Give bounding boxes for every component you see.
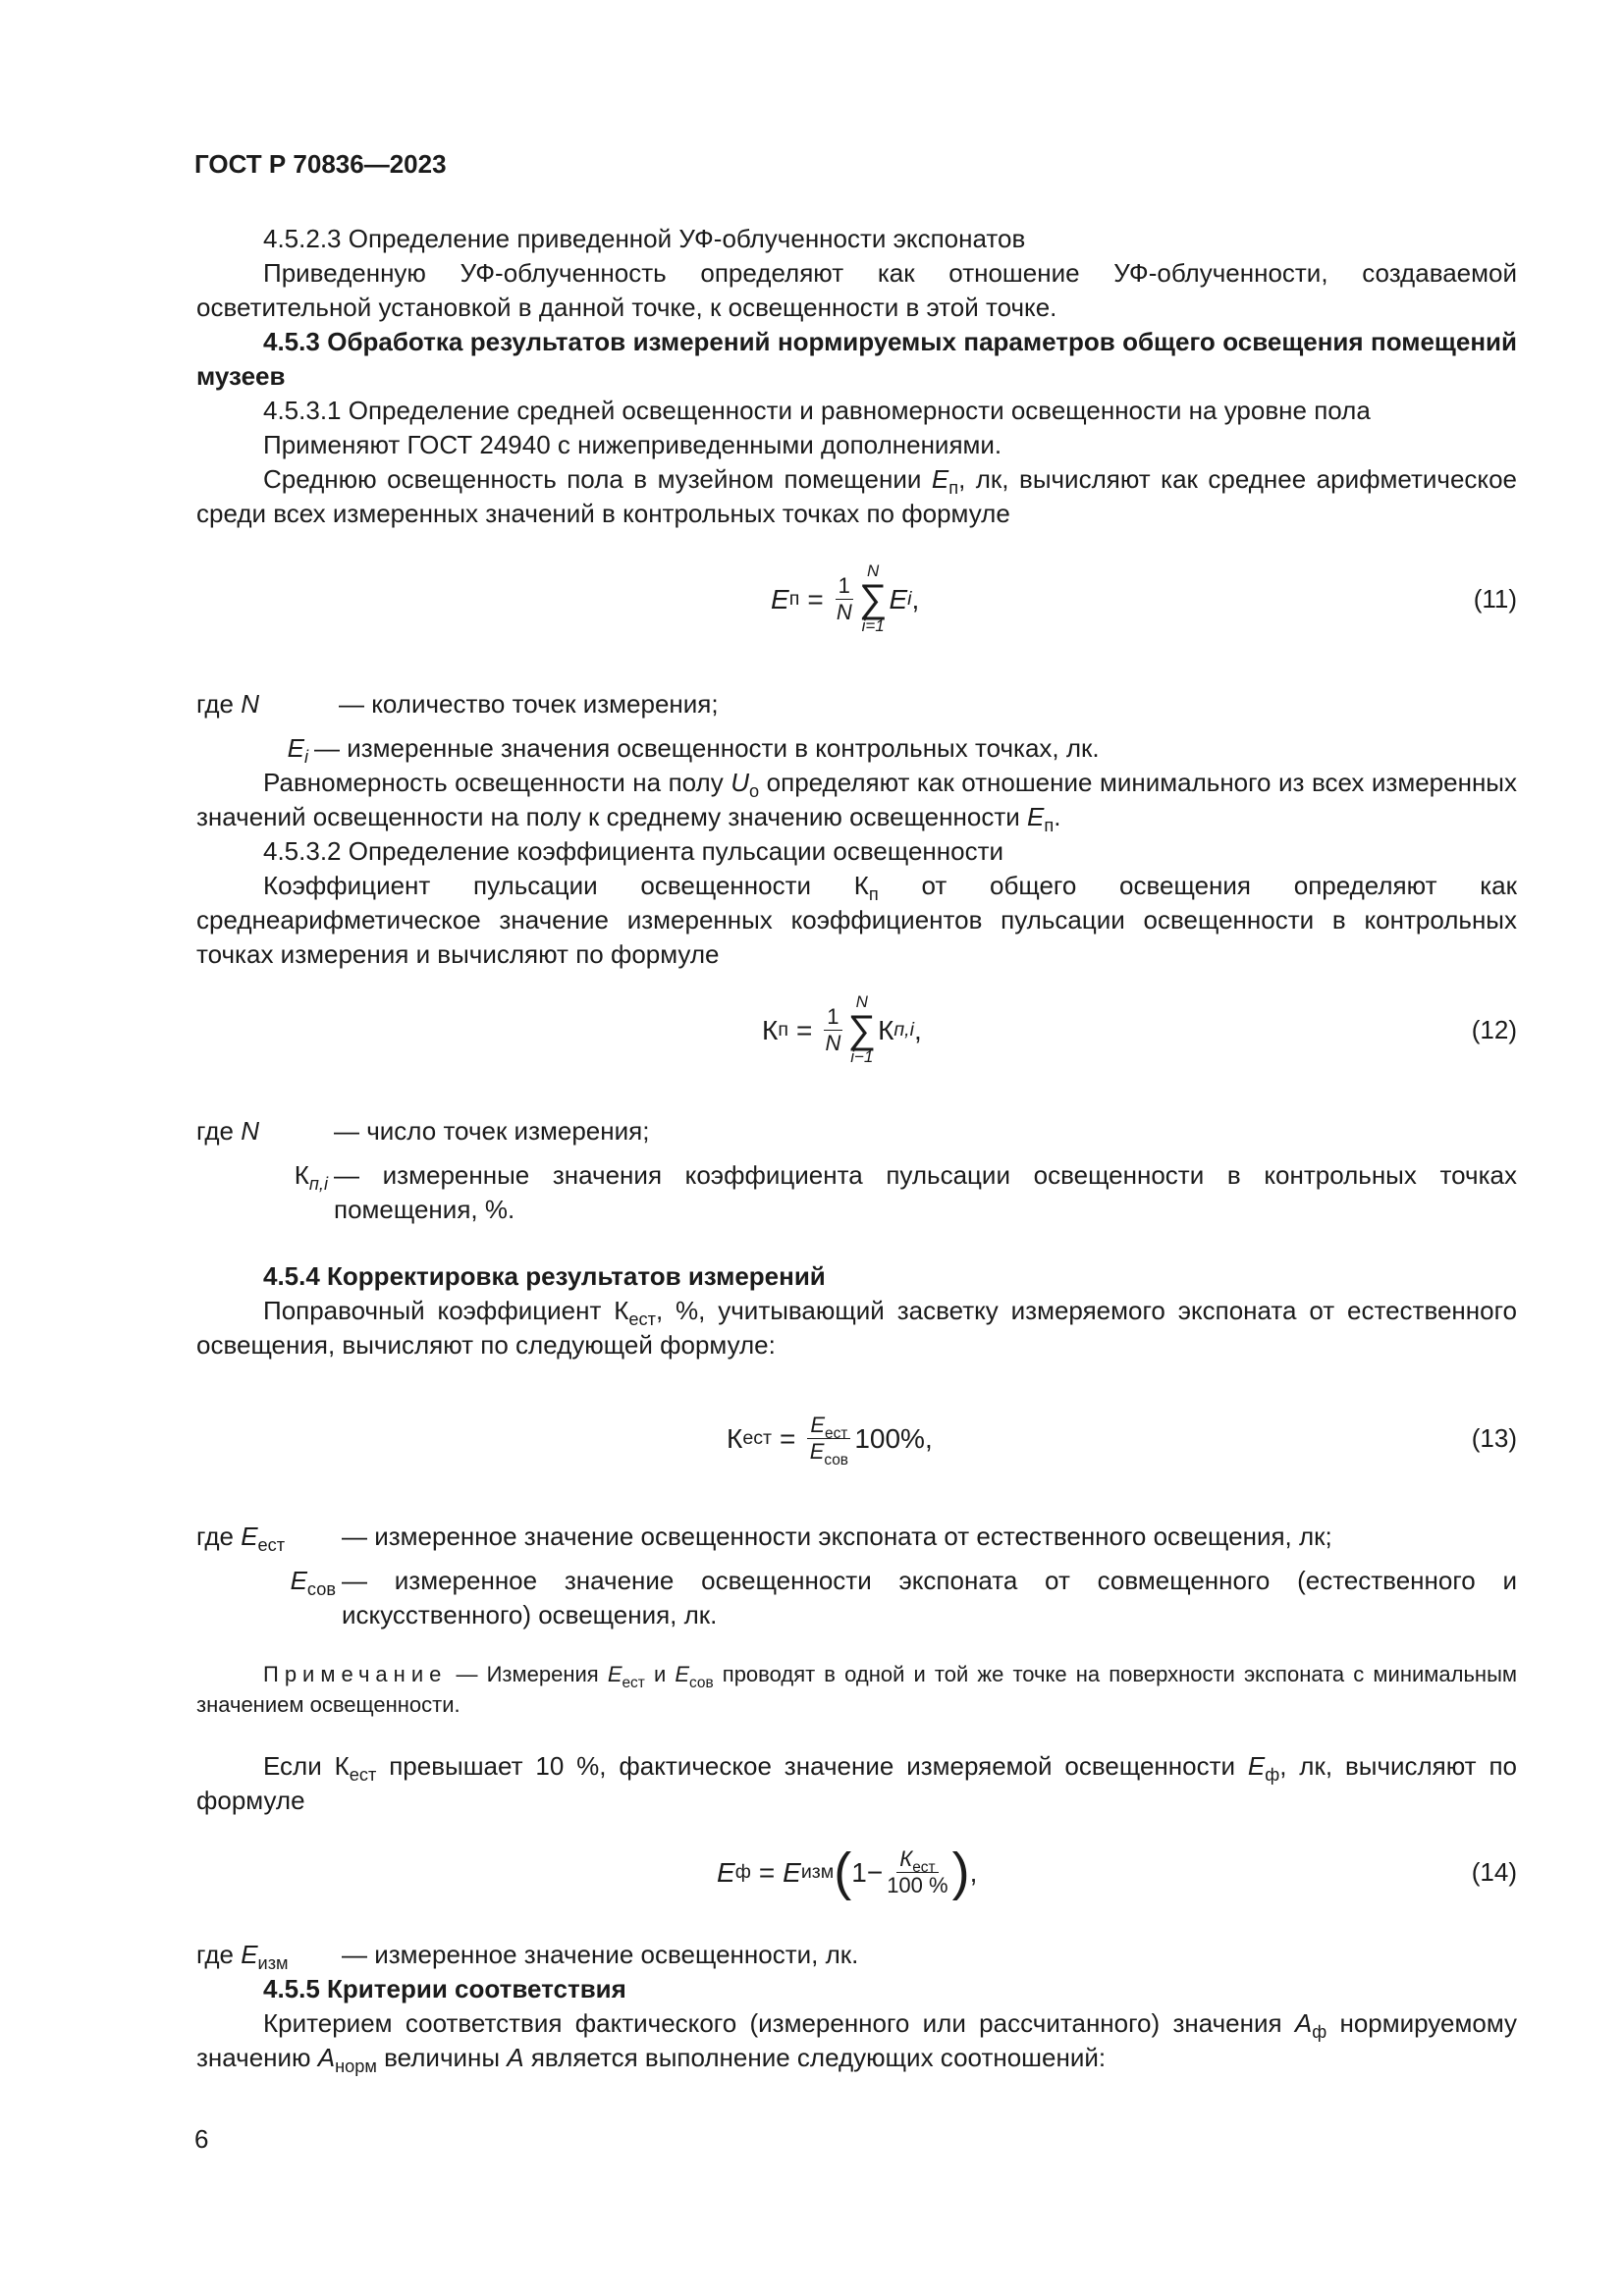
formula-11 bbox=[196, 545, 1517, 653]
where-12 bbox=[196, 1114, 1517, 1227]
formula-12-number: (12) bbox=[1471, 1014, 1517, 1044]
formula-14-number: (14) bbox=[1471, 1856, 1517, 1887]
formula-13 bbox=[196, 1384, 1517, 1492]
formula-13-body: К ест = $\frac{E_{ест}}{E_{сов}}$ 100% , bbox=[727, 1412, 933, 1468]
where-13 bbox=[196, 1520, 1517, 1632]
note-paragraph: Примечание — Измерения $E_{ест}$ и $E_{сов}$ проводят в одной и той же точке на поверхности экспоната с минимальным значением освещенности. bbox=[196, 1662, 1518, 1717]
uniformity-paragraph: Равномерность освещенности на полу $U_о$ определяют как отношение минимального из всех измеренных значений освещенности на полу к среднему значению освещенности $E_п$. bbox=[196, 768, 1517, 835]
fraction-kest-over-100: $\frac{К_{ест}}{100 \%}$ bbox=[887, 1845, 948, 1897]
formula-11-body: E п = $\frac{1}{N}$ N ∑ i=1 E i , bbox=[771, 561, 920, 635]
section-4523-title: 4.5.2.3 Определение приведенной УФ-облученности экспонатов bbox=[263, 224, 1026, 253]
section-4532-text: Коэффициент пульсации освещенности $К_п$ от общего освещения определяют как среднеарифметическое значение измеренных коэффициентов пульсации освещенности в контрольных точках измерения и вычисляют по формуле bbox=[196, 871, 1517, 969]
section-4531-p1: Применяют ГОСТ 24940 с нижеприведенными дополнениями. bbox=[263, 430, 1002, 459]
formula-14-body: E ф = E изм ( 1− $\frac{К_{ест}}{100 \%}$ ) , bbox=[717, 1842, 978, 1901]
where-14 bbox=[196, 1938, 1517, 1972]
fraction-1-over-n: $\frac{1}{N}$ bbox=[836, 572, 852, 624]
section-4532-title: 4.5.3.2 Определение коэффициента пульсации освещенности bbox=[263, 836, 1004, 866]
where-11-row-ei: $E_i$ — измеренные значения освещенности в контрольных точках, лк. bbox=[287, 733, 1100, 767]
formula-14 bbox=[196, 1818, 1517, 1926]
summation: N ∑ i−1 bbox=[847, 992, 877, 1066]
where-12-row-kpi: $К_{п,i}$ — измеренные значения коэффициента пульсации освещенности в контрольных точках помещения, %. bbox=[294, 1160, 1517, 1224]
standard-header: ГОСТ Р 70836—2023 bbox=[194, 149, 447, 179]
where-11 bbox=[196, 687, 1517, 766]
section-455-text: Критерием соответствия фактического (измеренного или рассчитанного) значения $A_ф$ нормируемому значению $A_{норм}$ величины A является выполнение следующих соотношений: bbox=[196, 2008, 1517, 2076]
section-455-heading: 4.5.5 Критерии соответствия bbox=[263, 1974, 626, 2003]
formula-11-number: (11) bbox=[1473, 583, 1517, 614]
fraction-1-over-n: $\frac{1}{N}$ bbox=[825, 1003, 841, 1055]
where-12-row-n: где N — число точек измерения; bbox=[196, 1116, 650, 1146]
where-13-row-sov: $E_{сов}$ — измеренное значение освещенности экспоната от совмещенного (естественного и искусственного) освещения, лк. bbox=[290, 1566, 1517, 1629]
where-14-row-izm: где $E_{изм}$ — измеренное значение освещенности, лк. bbox=[196, 1940, 859, 1973]
formula-12 bbox=[196, 976, 1517, 1084]
formula-12-body: К п = $\frac{1}{N}$ N ∑ i−1 К п,i , bbox=[762, 992, 922, 1066]
section-454-heading: 4.5.4 Корректировка результатов измерений bbox=[263, 1261, 826, 1291]
section-453-heading: 4.5.3 Обработка результатов измерений нормируемых параметров общего освещения помещений музеев bbox=[196, 327, 1517, 391]
section-4531-title: 4.5.3.1 Определение средней освещенности и равномерности освещенности на уровне пола bbox=[263, 396, 1371, 425]
section-454-p2: Если $К_{ест}$ превышает 10 %, фактическое значение измеряемой освещенности $E_ф$, лк, вычисляют по формуле bbox=[196, 1751, 1518, 1815]
section-4531-p2: Среднюю освещенность пола в музейном помещении $E_п$, лк, вычисляют как среднее арифметическое среди всех измеренных значений в контрольных точках по формуле bbox=[196, 464, 1517, 528]
fraction-est-over-sov: $\frac{E_{ест}}{E_{сов}}$ bbox=[807, 1413, 850, 1465]
page-number: 6 bbox=[194, 2124, 209, 2154]
formula-13-number: (13) bbox=[1471, 1422, 1517, 1453]
where-11-row-n: где N — количество точек измерения; bbox=[196, 689, 719, 719]
where-13-row-est: где $E_{ест}$ — измеренное значение освещенности экспоната от естественного освещения, лк; bbox=[196, 1522, 1332, 1555]
summation: N ∑ i=1 bbox=[858, 561, 888, 635]
section-454-p1: Поправочный коэффициент $К_{ест}$, %, учитывающий засветку измеряемого экспоната от естественного освещения, вычисляют по следующей формуле: bbox=[196, 1296, 1517, 1360]
section-4523-text: Приведенную УФ-облученность определяют как отношение УФ-облученности, создаваемой осветительной установкой в данной точке, к освещенности в этой точке. bbox=[196, 258, 1517, 322]
